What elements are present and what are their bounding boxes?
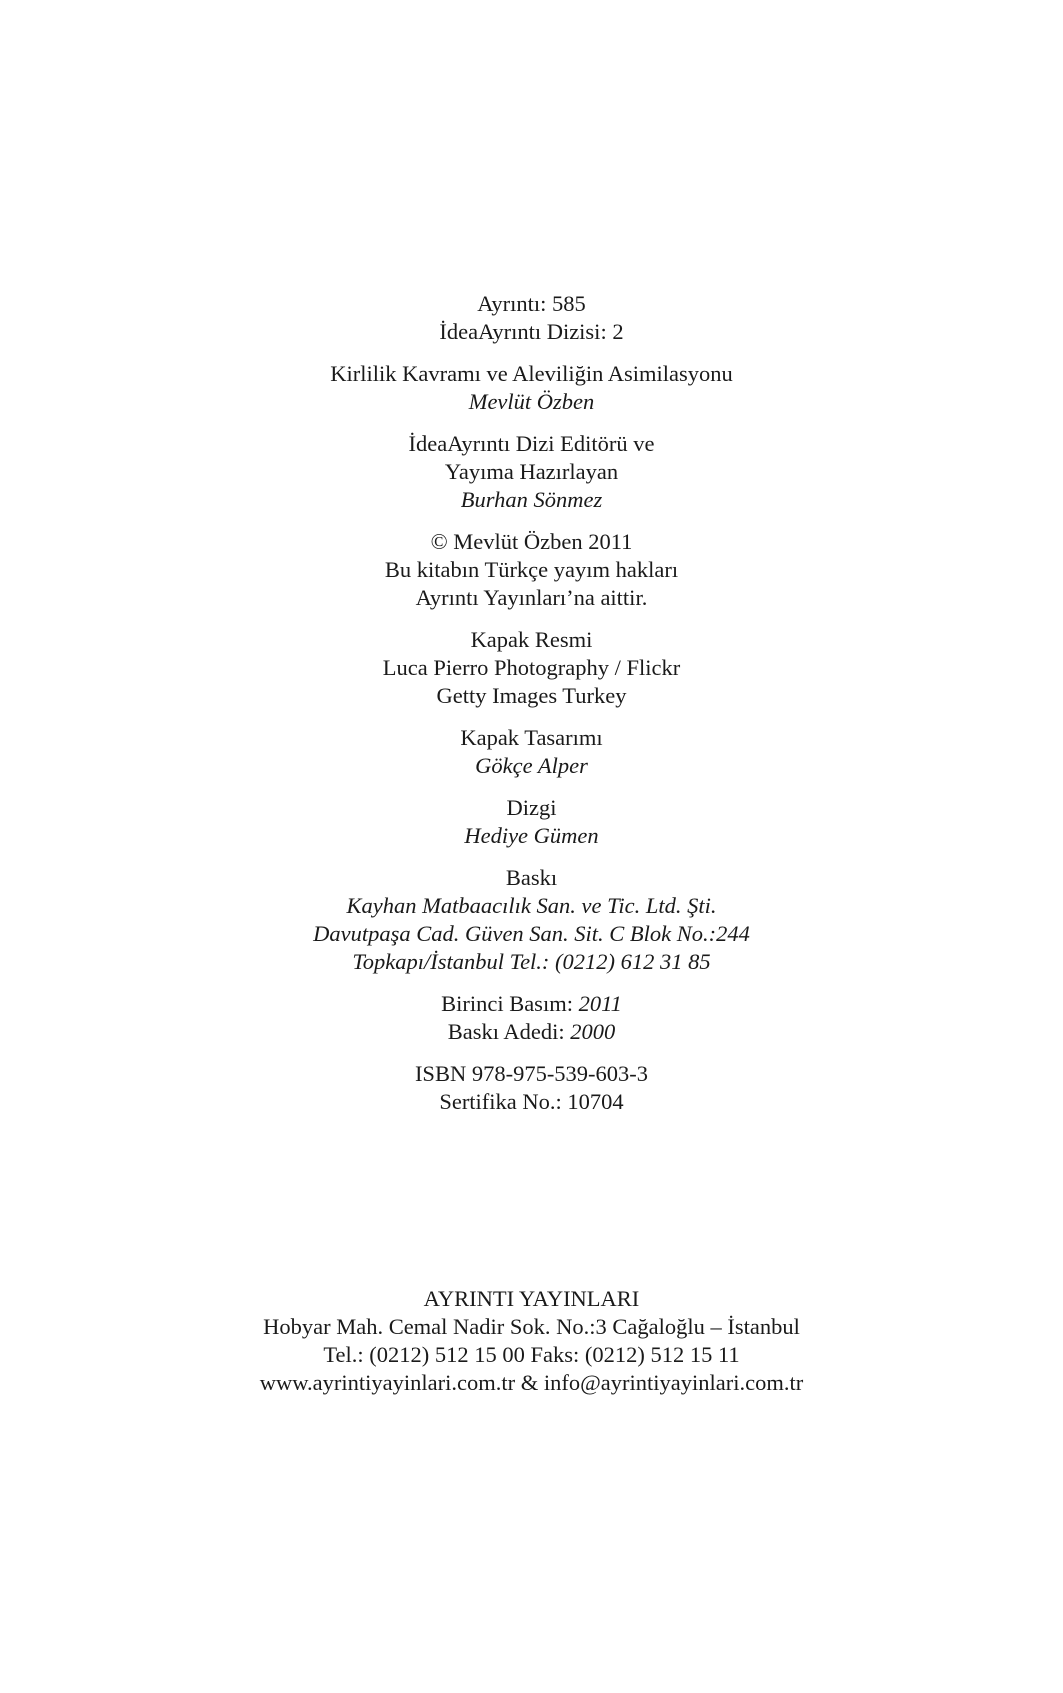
printing-block [0, 864, 1063, 976]
typesetting-label: Dizgi [506, 795, 557, 820]
publisher-name: AYRINTI YAYINLARI [423, 1286, 640, 1311]
print-count-label: Baskı Adedi: [447, 1019, 571, 1044]
typesetting-name: Hediye Gümen [464, 823, 599, 848]
book-author: Mevlüt Özben [468, 389, 595, 414]
publisher-web: www.ayrintiyayinlari.com.tr & info@ayrintiyayinlari.com.tr [259, 1370, 804, 1395]
series-block [0, 290, 1063, 346]
typesetting-block [0, 794, 1063, 850]
cover-image-credit-1: Luca Pierro Photography / Flickr [382, 655, 681, 680]
print-count-line [0, 1018, 1063, 1046]
book-title: Kirlilik Kavramı ve Aleviliğin Asimilasyonu [330, 361, 733, 386]
cover-design-name: Gökçe Alper [475, 753, 588, 778]
series-name: İdeaAyrıntı Dizisi: 2 [439, 319, 624, 344]
rights-block [0, 528, 1063, 612]
ids-block [0, 1060, 1063, 1116]
edition-block [0, 990, 1063, 1046]
cover-design-block [0, 724, 1063, 780]
editor-label-1: İdeaAyrıntı Dizi Editörü ve [408, 431, 655, 456]
rights-line-2: Bu kitabın Türkçe yayım hakları [384, 557, 679, 582]
publisher-phone: Tel.: (0212) 512 15 00 Faks: (0212) 512 15 11 [323, 1342, 740, 1367]
editor-name: Burhan Sönmez [460, 487, 603, 512]
first-edition-line [0, 990, 1063, 1018]
cover-design-label: Kapak Tasarımı [460, 725, 603, 750]
copyright-line: © Mevlüt Özben 2011 [430, 529, 633, 554]
first-edition-year: 2011 [578, 991, 622, 1016]
book-block [0, 360, 1063, 416]
publisher-address: Hobyar Mah. Cemal Nadir Sok. No.:3 Cağaloğlu – İstanbul [263, 1314, 800, 1339]
first-edition-label: Birinci Basım: [441, 991, 579, 1016]
isbn: ISBN 978-975-539-603-3 [414, 1061, 649, 1086]
printer-address: Davutpaşa Cad. Güven San. Sit. C Blok No.:244 [313, 921, 750, 946]
printer-name: Kayhan Matbaacılık San. ve Tic. Ltd. Şti. [346, 893, 717, 918]
editor-block [0, 430, 1063, 514]
cover-image-credit-2: Getty Images Turkey [436, 683, 627, 708]
print-count-value: 2000 [570, 1019, 616, 1044]
certificate-number: Sertifika No.: 10704 [439, 1089, 624, 1114]
cover-image-label: Kapak Resmi [470, 627, 593, 652]
publisher-block [0, 1285, 1063, 1397]
printer-phone: Topkapı/İstanbul Tel.: (0212) 612 31 85 [352, 949, 711, 974]
colophon [0, 290, 1063, 1130]
cover-image-block [0, 626, 1063, 710]
printing-label: Baskı [505, 865, 558, 890]
series-number: Ayrıntı: 585 [477, 291, 586, 316]
rights-line-3: Ayrıntı Yayınları’na aittir. [415, 585, 648, 610]
editor-label-2: Yayıma Hazırlayan [444, 459, 619, 484]
